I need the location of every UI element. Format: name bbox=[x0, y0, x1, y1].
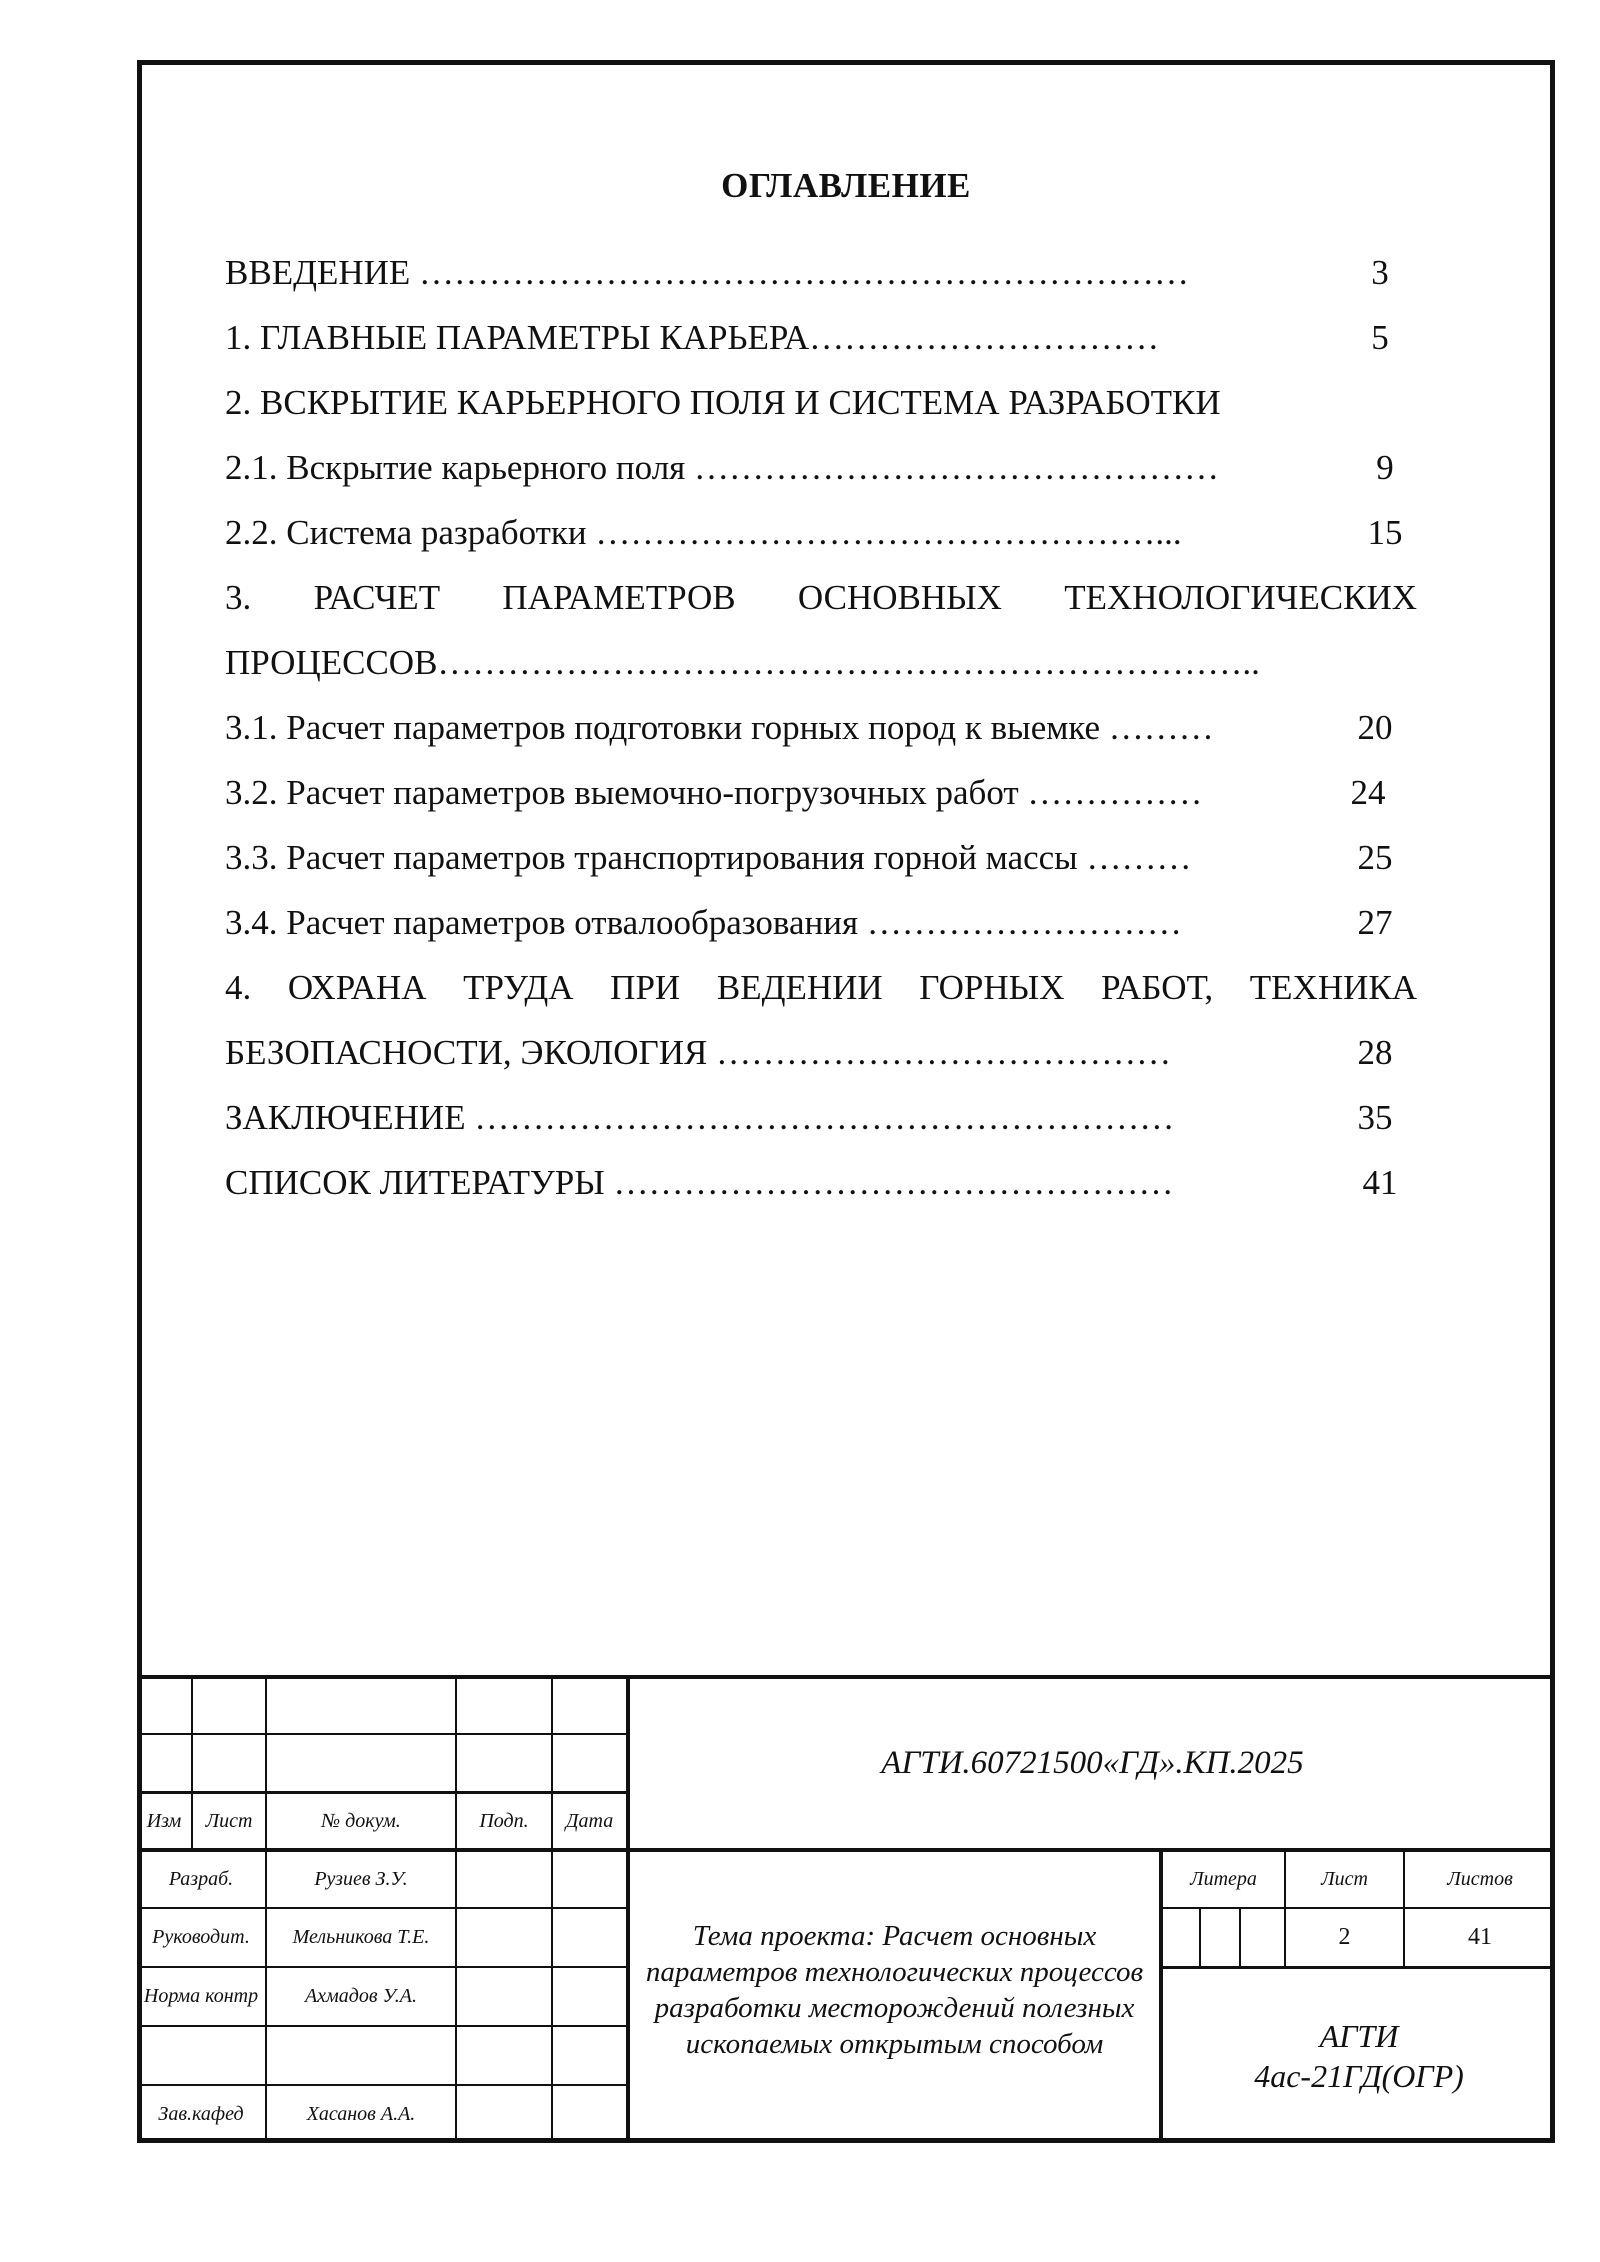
toc-entry-text: 3. РАСЧЕТ ПАРАМЕТРОВ ОСНОВНЫХ ТЕХНОЛОГИЧЕСКИХ bbox=[225, 578, 1417, 617]
toc-entry[interactable] bbox=[225, 695, 1425, 760]
toc-entry-text: БЕЗОПАСНОСТИ, ЭКОЛОГИЯ ………………………………… bbox=[225, 1033, 1172, 1072]
header-signature: Подп. bbox=[479, 1809, 529, 1832]
sheets-total: 41 bbox=[1468, 1924, 1492, 1950]
toc-entry-text: ПРОЦЕССОВ…………………………………………………………….. bbox=[225, 643, 1260, 682]
role-supervisor: Руководит. bbox=[152, 1926, 250, 1948]
toc-entry[interactable] bbox=[225, 760, 1425, 825]
toc-entry-text: 2.1. Вскрытие карьерного поля ……………………………………… bbox=[225, 448, 1220, 487]
toc-entry-text: ВВЕДЕНИЕ ………………………………………………………… bbox=[225, 253, 1190, 292]
table-of-contents bbox=[225, 240, 1425, 1215]
toc-entry-text: 3.1. Расчет параметров подготовки горных пород к выемке ……… bbox=[225, 708, 1214, 747]
stamp-line bbox=[1199, 1907, 1201, 1967]
toc-entry[interactable] bbox=[225, 825, 1425, 890]
role-norm-control: Норма контр bbox=[143, 1985, 259, 2007]
toc-entry-text: 4. ОХРАНА ТРУДА ПРИ ВЕДЕНИИ ГОРНЫХ РАБОТ, ТЕХНИКА bbox=[225, 968, 1417, 1007]
toc-entry-page: 5 bbox=[1371, 318, 1389, 357]
name-norm-control: Ахмадов У.А. bbox=[304, 1985, 418, 2007]
organization-name: АГТИ bbox=[1319, 2018, 1399, 2054]
organization bbox=[1163, 1969, 1555, 2143]
toc-entry-text: ЗАКЛЮЧЕНИЕ …………………………………………………… bbox=[225, 1098, 1175, 1137]
toc-entry[interactable] bbox=[225, 1020, 1425, 1085]
name-head-of-department: Хасанов А.А. bbox=[306, 2103, 416, 2125]
toc-entry-text: СПИСОК ЛИТЕРАТУРЫ ………………………………………… bbox=[225, 1163, 1174, 1202]
header-izm: Изм bbox=[146, 1809, 182, 1832]
litera-label: Литера bbox=[1190, 1868, 1257, 1890]
toc-entry-page: 41 bbox=[1362, 1163, 1398, 1202]
toc-entry-text: 3.2. Расчет параметров выемочно-погрузочных работ …………… bbox=[225, 773, 1203, 812]
document-code: АГТИ.60721500«ГД».КП.2025 bbox=[881, 1745, 1304, 1781]
name-supervisor: Мельникова Т.Е. bbox=[292, 1926, 430, 1948]
toc-entry[interactable] bbox=[225, 890, 1425, 955]
role-empty bbox=[137, 2027, 265, 2084]
header-date: Дата bbox=[565, 1809, 614, 1832]
toc-entry[interactable] bbox=[225, 240, 1425, 305]
stamp-line bbox=[455, 1675, 457, 2143]
toc-entry[interactable] bbox=[225, 1150, 1425, 1215]
toc-entry[interactable] bbox=[225, 630, 1425, 695]
toc-entry-page: 3 bbox=[1371, 253, 1389, 292]
sheet-label: Лист bbox=[1321, 1868, 1368, 1890]
toc-entry-page: 15 bbox=[1367, 513, 1403, 552]
toc-entry[interactable] bbox=[225, 435, 1425, 500]
page-title: ОГЛАВЛЕНИЕ bbox=[721, 166, 971, 205]
name-empty bbox=[267, 2027, 455, 2084]
toc-entry[interactable] bbox=[225, 565, 1425, 630]
header-doc-number: № докум. bbox=[321, 1809, 401, 1832]
toc-entry-text: 3.4. Расчет параметров отвалообразования ……………………… bbox=[225, 903, 1182, 942]
toc-entry-page: 27 bbox=[1357, 903, 1393, 942]
title-block bbox=[137, 1675, 1555, 2143]
toc-entry[interactable] bbox=[225, 955, 1425, 1020]
toc-entry-page: 35 bbox=[1357, 1098, 1393, 1137]
toc-entry-page: 25 bbox=[1357, 838, 1393, 877]
stamp-line bbox=[1239, 1907, 1241, 1967]
toc-entry-page: 9 bbox=[1376, 448, 1394, 487]
header-list: Лист bbox=[205, 1809, 253, 1832]
toc-entry[interactable] bbox=[225, 500, 1425, 565]
sheet-number: 2 bbox=[1338, 1924, 1351, 1950]
toc-entry-text: 2.2. Система разработки …………………………………………... bbox=[225, 513, 1182, 552]
sheets-label: Листов bbox=[1447, 1868, 1513, 1890]
toc-entry-page: 24 bbox=[1350, 773, 1386, 812]
role-developer: Разраб. bbox=[168, 1868, 234, 1890]
role-head-of-department: Зав.кафед bbox=[158, 2103, 244, 2125]
toc-entry-text: 3.3. Расчет параметров транспортирования горной массы ……… bbox=[225, 838, 1192, 877]
name-developer: Рузиев З.У. bbox=[314, 1868, 408, 1890]
toc-entry-text: 1. ГЛАВНЫЕ ПАРАМЕТРЫ КАРЬЕРА………………………… bbox=[225, 318, 1160, 357]
project-theme: Тема проекта: Расчет основных параметров технологических процессов разработки месторождений полезных ископаемых открытым способом bbox=[645, 1920, 1144, 2060]
group-code: 4ас-21ГД(ОГР) bbox=[1254, 2058, 1464, 2094]
toc-entry-page: 20 bbox=[1357, 708, 1393, 747]
stamp-line bbox=[551, 1675, 553, 2143]
toc-entry[interactable] bbox=[225, 1085, 1425, 1150]
toc-entry-text: 2. ВСКРЫТИЕ КАРЬЕРНОГО ПОЛЯ И СИСТЕМА РАЗРАБОТКИ bbox=[225, 383, 1221, 422]
toc-entry-page: 28 bbox=[1357, 1033, 1393, 1072]
toc-entry[interactable] bbox=[225, 305, 1425, 370]
stamp-line bbox=[137, 1733, 627, 1735]
toc-entry[interactable] bbox=[225, 370, 1425, 435]
